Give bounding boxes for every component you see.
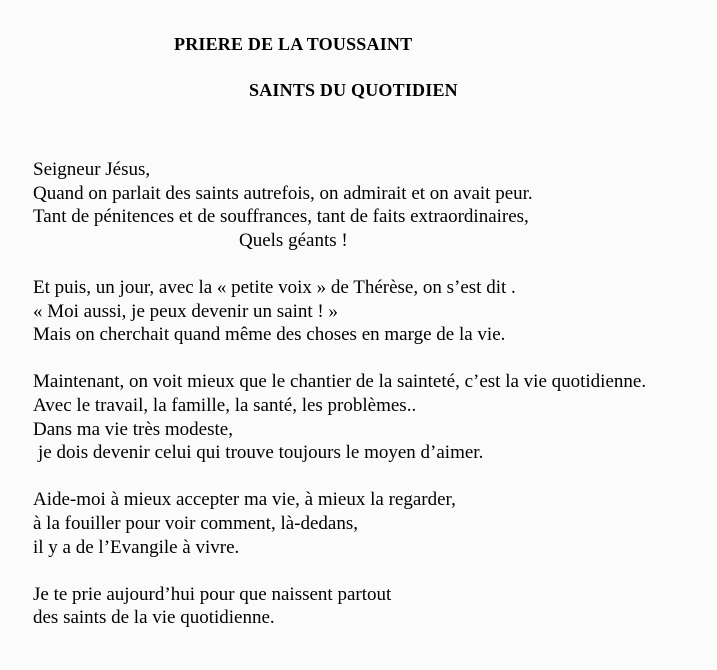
prayer-line: Je te prie aujourd’hui pour que naissent partout <box>33 583 392 605</box>
prayer-line: Maintenant, on voit mieux que le chantier de la sainteté, c’est la vie quotidienne. <box>33 371 647 393</box>
prayer-line: des saints de la vie quotidienne. <box>33 607 275 629</box>
stanza <box>33 370 713 464</box>
prayer-line: Aide-moi à mieux accepter ma vie, à mieux la regarder, <box>33 489 456 511</box>
prayer-line: Avec le travail, la famille, la santé, les problèmes.. <box>33 394 417 416</box>
prayer-line: « Moi aussi, je peux devenir un saint ! » <box>33 300 339 322</box>
prayer-line: à la fouiller pour voir comment, là-dedans, <box>33 512 359 534</box>
prayer-line: Mais on cherchait quand même des choses en marge de la vie. <box>33 324 506 346</box>
prayer-line: Et puis, un jour, avec la « petite voix » de Thérèse, on s’est dit . <box>33 276 516 298</box>
stanza <box>33 583 713 630</box>
document-subtitle: SAINTS DU QUOTIDIEN <box>249 80 458 100</box>
prayer-line: Seigneur Jésus, <box>33 159 151 180</box>
stanza <box>33 158 713 252</box>
stanza <box>33 276 713 347</box>
prayer-line: Quels géants ! <box>239 229 348 251</box>
prayer-body <box>33 158 713 630</box>
prayer-line: Tant de pénitences et de souffrances, tant de faits extraordinaires, <box>33 206 529 228</box>
document-title: PRIERE DE LA TOUSSAINT <box>174 34 413 54</box>
stanza <box>33 488 713 559</box>
prayer-line: Dans ma vie très modeste, <box>33 418 233 440</box>
prayer-line: il y a de l’Evangile à vivre. <box>33 536 240 558</box>
prayer-line: je dois devenir celui qui trouve toujours le moyen d’aimer. <box>38 442 484 464</box>
prayer-line: Quand on parlait des saints autrefois, on admirait et on avait peur. <box>33 182 533 204</box>
